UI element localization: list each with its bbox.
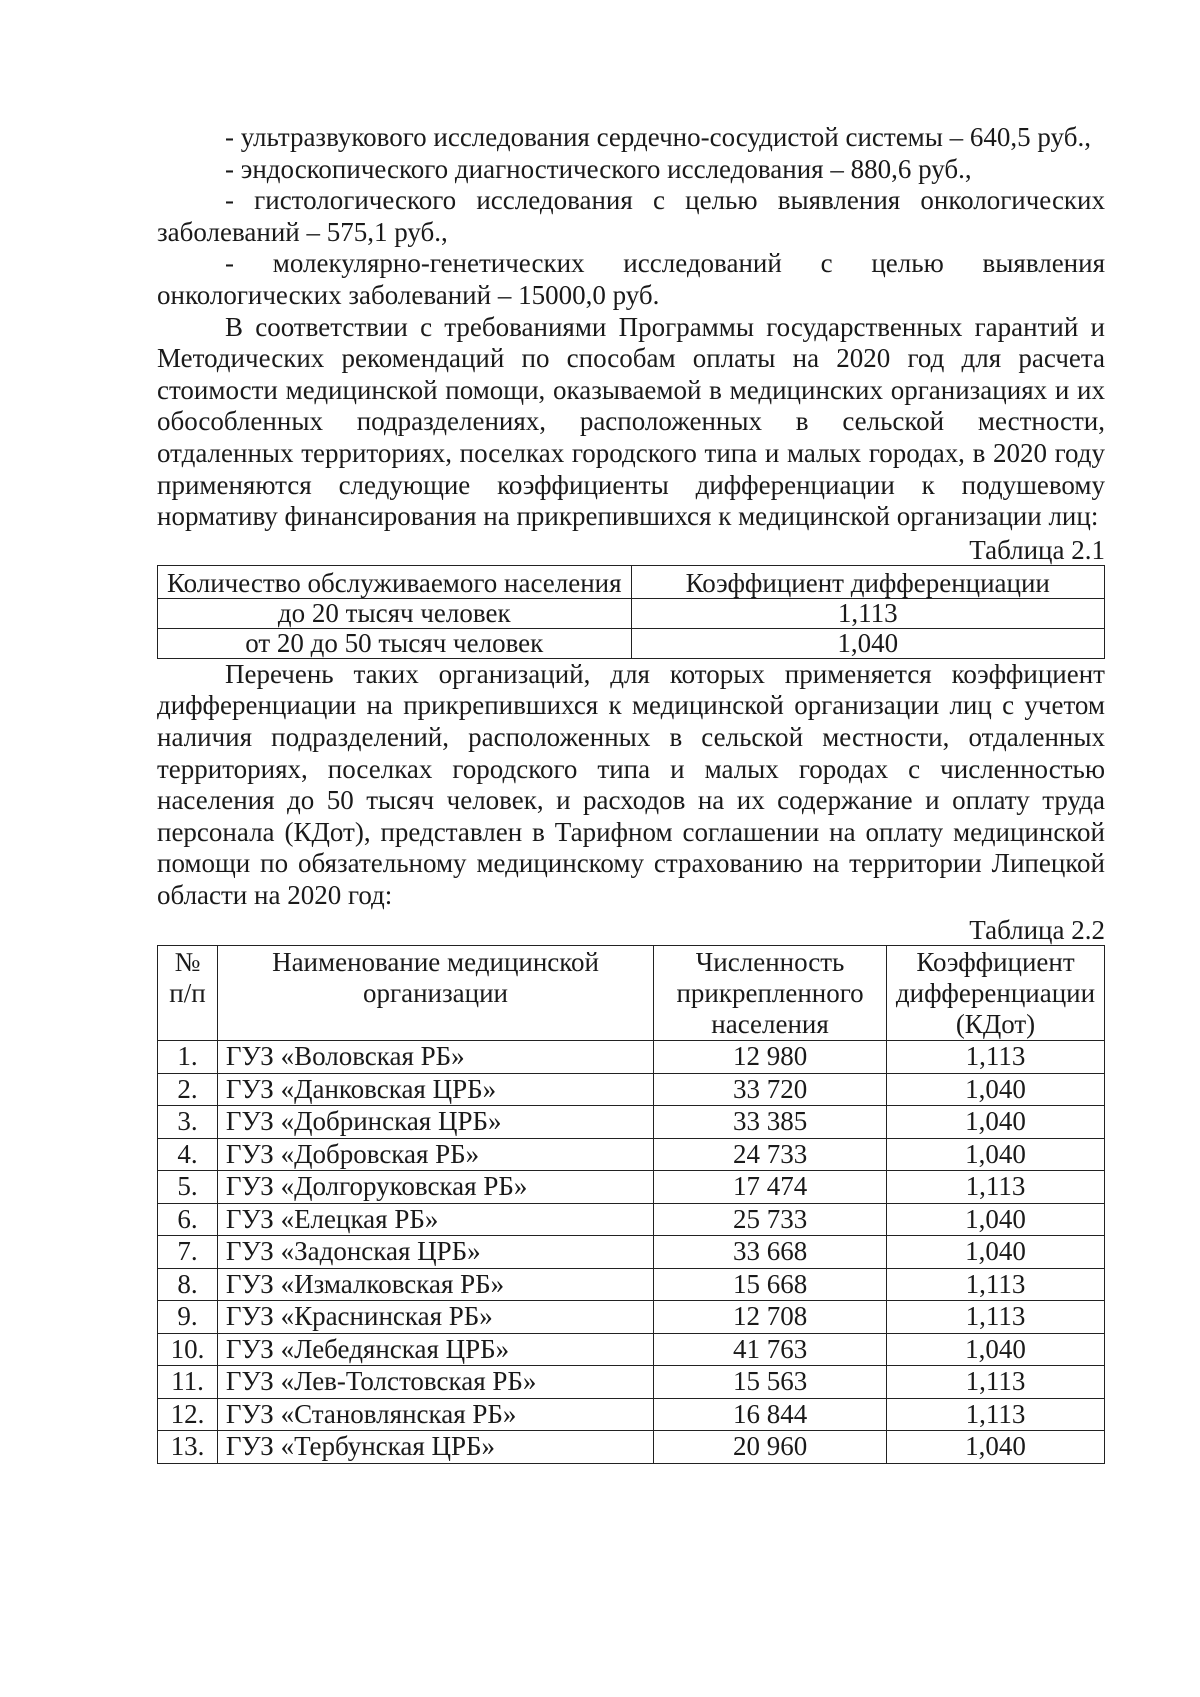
table-row xyxy=(158,1138,1105,1171)
header-attached-population: Численность прикрепленного населения xyxy=(654,946,887,1041)
paragraph-coefficients: В соответствии с требованиями Программы государственных гарантий и Методических рекомендаций по способам оплаты на 2020 год для расчета стоимости медицинской помощи, оказываемой в медицинских организациях и их обособленных подразделениях, расположенных в сельской местности, отдаленных территориях, поселках городского типа и малых городах, в 2020 году применяются следующие коэффициенты дифференциации к подушевому нормативу финансирования на прикрепившихся к медицинской организации лиц: xyxy=(157,311,1105,532)
cell-kdot-coefficient: 1,040 xyxy=(887,1073,1105,1106)
cell-attached-population: 33 720 xyxy=(654,1073,887,1106)
cell-number: 12. xyxy=(158,1398,218,1431)
intro-list xyxy=(157,122,1105,312)
cell-kdot-coefficient: 1,113 xyxy=(887,1301,1105,1334)
cell-kdot-coefficient: 1,040 xyxy=(887,1138,1105,1171)
cell-organization-name: ГУЗ «Долгоруковская РБ» xyxy=(217,1171,653,1204)
cell-number: 2. xyxy=(158,1073,218,1106)
cell-number: 8. xyxy=(158,1268,218,1301)
intro-item: - эндоскопического диагностического исследования – 880,6 руб., xyxy=(225,153,972,184)
coefficient-table xyxy=(157,565,1105,659)
cell-organization-name: ГУЗ «Добринская ЦРБ» xyxy=(217,1106,653,1139)
table-row xyxy=(158,1268,1105,1301)
cell-organization-name: ГУЗ «Лебедянская ЦРБ» xyxy=(217,1333,653,1366)
table-1-caption: Таблица 2.1 xyxy=(969,534,1105,565)
header-coefficient: Коэффициент дифференциации xyxy=(631,565,1105,598)
header-number: № п/п xyxy=(158,946,218,1041)
cell-number: 11. xyxy=(158,1366,218,1399)
organizations-table-body xyxy=(158,1041,1105,1464)
cell-number: 9. xyxy=(158,1301,218,1334)
cell-attached-population: 20 960 xyxy=(654,1431,887,1464)
table-row xyxy=(158,1236,1105,1269)
table-row xyxy=(158,628,1105,658)
cell-organization-name: ГУЗ «Елецкая РБ» xyxy=(217,1203,653,1236)
intro-item: - гистологического исследования с целью выявления онкологических заболеваний – 575,1 руб., xyxy=(157,185,1105,247)
cell-organization-name: ГУЗ «Измалковская РБ» xyxy=(217,1268,653,1301)
cell-kdot-coefficient: 1,040 xyxy=(887,1203,1105,1236)
cell-attached-population: 17 474 xyxy=(654,1171,887,1204)
cell-organization-name: ГУЗ «Тербунская ЦРБ» xyxy=(217,1431,653,1464)
cell-attached-population: 33 668 xyxy=(654,1236,887,1269)
header-organization-name: Наименование медицинской организации xyxy=(217,946,653,1041)
cell-number: 10. xyxy=(158,1333,218,1366)
table-header-row xyxy=(158,946,1105,1041)
cell-attached-population: 33 385 xyxy=(654,1106,887,1139)
organizations-table xyxy=(157,945,1105,1464)
cell-organization-name: ГУЗ «Данковская ЦРБ» xyxy=(217,1073,653,1106)
header-population-size: Количество обслуживаемого населения xyxy=(158,565,632,598)
cell-attached-population: 24 733 xyxy=(654,1138,887,1171)
cell-attached-population: 16 844 xyxy=(654,1398,887,1431)
cell-kdot-coefficient: 1,040 xyxy=(887,1106,1105,1139)
table-row xyxy=(158,598,1105,628)
cell-number: 3. xyxy=(158,1106,218,1139)
cell-population-size: от 20 до 50 тысяч человек xyxy=(158,628,632,658)
table-row xyxy=(158,1301,1105,1334)
cell-attached-population: 12 980 xyxy=(654,1041,887,1074)
cell-kdot-coefficient: 1,113 xyxy=(887,1171,1105,1204)
cell-organization-name: ГУЗ «Воловская РБ» xyxy=(217,1041,653,1074)
intro-item: - молекулярно-генетических исследований с целью выявления онкологических заболеваний – 15000,0 руб. xyxy=(157,248,1105,310)
page-content xyxy=(157,122,1105,1464)
cell-kdot-coefficient: 1,113 xyxy=(887,1041,1105,1074)
table-row xyxy=(158,1398,1105,1431)
cell-number: 6. xyxy=(158,1203,218,1236)
cell-attached-population: 25 733 xyxy=(654,1203,887,1236)
cell-organization-name: ГУЗ «Лев-Толстовская РБ» xyxy=(217,1366,653,1399)
cell-organization-name: ГУЗ «Добровская РБ» xyxy=(217,1138,653,1171)
cell-population-size: до 20 тысяч человек xyxy=(158,598,632,628)
table-row xyxy=(158,1431,1105,1464)
cell-organization-name: ГУЗ «Становлянская РБ» xyxy=(217,1398,653,1431)
cell-kdot-coefficient: 1,040 xyxy=(887,1431,1105,1464)
cell-organization-name: ГУЗ «Задонская ЦРБ» xyxy=(217,1236,653,1269)
cell-number: 4. xyxy=(158,1138,218,1171)
cell-kdot-coefficient: 1,040 xyxy=(887,1236,1105,1269)
table-header-row xyxy=(158,565,1105,598)
cell-organization-name: ГУЗ «Краснинская РБ» xyxy=(217,1301,653,1334)
cell-coefficient: 1,113 xyxy=(631,598,1105,628)
cell-coefficient: 1,040 xyxy=(631,628,1105,658)
cell-kdot-coefficient: 1,113 xyxy=(887,1398,1105,1431)
cell-kdot-coefficient: 1,113 xyxy=(887,1366,1105,1399)
table-row xyxy=(158,1106,1105,1139)
cell-attached-population: 15 668 xyxy=(654,1268,887,1301)
cell-attached-population: 41 763 xyxy=(654,1333,887,1366)
table-row xyxy=(158,1041,1105,1074)
header-kdot-coefficient: Коэффициент дифференциации (КДот) xyxy=(887,946,1105,1041)
cell-kdot-coefficient: 1,113 xyxy=(887,1268,1105,1301)
cell-number: 7. xyxy=(158,1236,218,1269)
table-2-caption: Таблица 2.2 xyxy=(969,915,1105,946)
cell-kdot-coefficient: 1,040 xyxy=(887,1333,1105,1366)
cell-attached-population: 15 563 xyxy=(654,1366,887,1399)
paragraph-organizations-list: Перечень таких организаций, для которых применяется коэффициент дифференциации на прикрепившихся к медицинской организации лиц с учетом наличия подразделений, расположенных в сельской местности, отдаленных территориях, поселках городского типа и малых городах с численностью населения до 50 тысяч человек, и расходов на их содержание и оплату труда персонала (КДот), представлен в Тарифном соглашении на оплату медицинской помощи по обязательному медицинскому страхованию на территории Липецкой области на 2020 год: xyxy=(157,658,1105,910)
cell-number: 13. xyxy=(158,1431,218,1464)
table-row xyxy=(158,1203,1105,1236)
cell-number: 5. xyxy=(158,1171,218,1204)
table-row xyxy=(158,1333,1105,1366)
table-row xyxy=(158,1366,1105,1399)
table-row xyxy=(158,1073,1105,1106)
table-row xyxy=(158,1171,1105,1204)
cell-attached-population: 12 708 xyxy=(654,1301,887,1334)
intro-item: - ультразвукового исследования сердечно-сосудистой системы – 640,5 руб., xyxy=(225,122,1091,152)
cell-number: 1. xyxy=(158,1041,218,1074)
